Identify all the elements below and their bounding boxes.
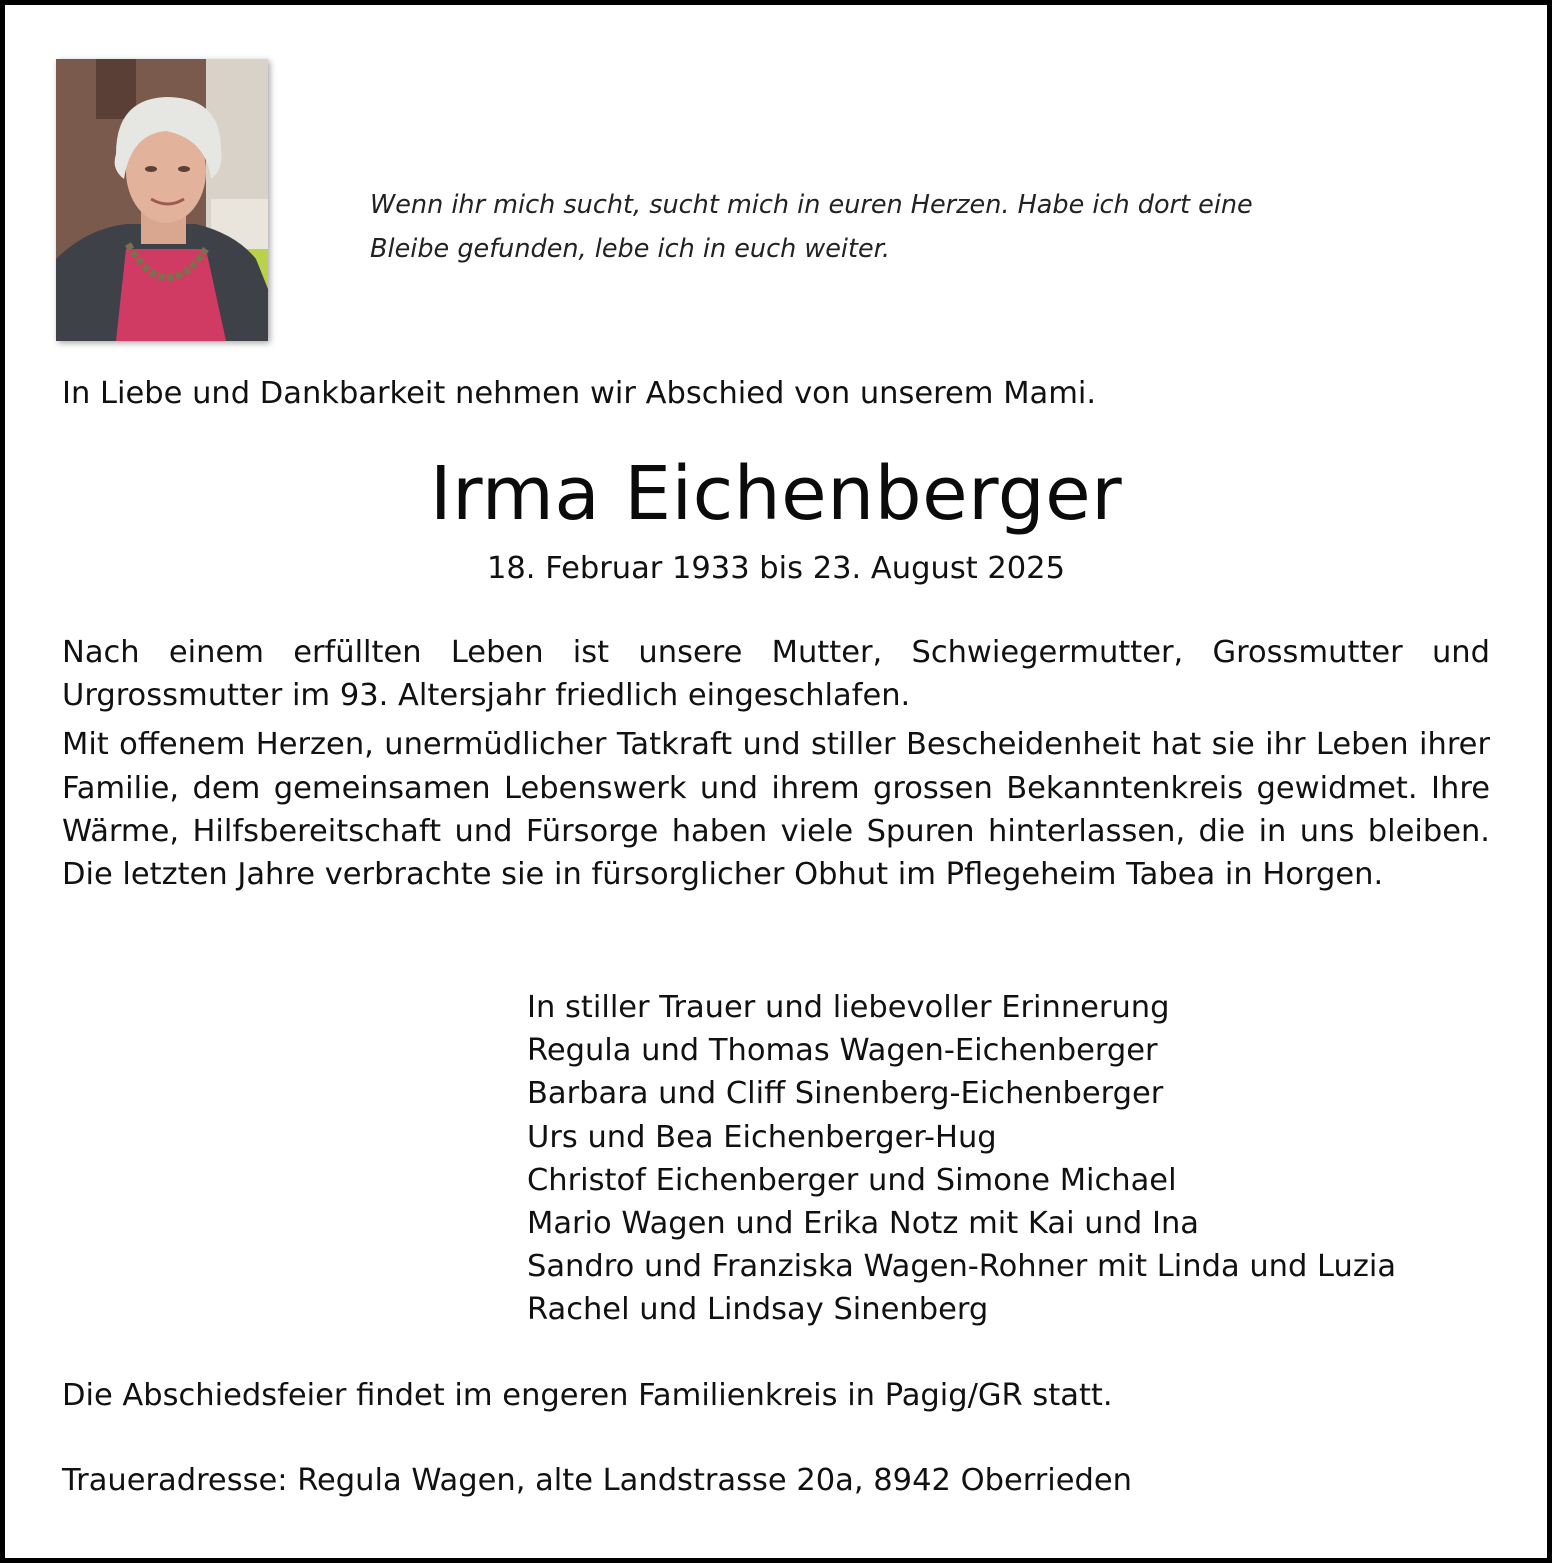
mourner-entry: Rachel und Lindsay Sinenberg: [527, 1292, 989, 1328]
portrait-photo: [56, 59, 268, 341]
mourner-entry: Urs und Bea Eichenberger-Hug: [527, 1119, 997, 1155]
obituary-body: [62, 631, 1490, 902]
mourning-address: Traueradresse: Regula Wagen, alte Landstrasse 20a, 8942 Oberrieden: [62, 1463, 1132, 1498]
mourner-entry: Barbara und Cliff Sinenberg-Eichenberger: [527, 1076, 1164, 1112]
ceremony-notice: Die Abschiedsfeier findet im engeren Familienkreis in Pagig/GR statt.: [62, 1378, 1113, 1413]
quote-line-2: Bleibe gefunden, lebe ich in euch weiter.: [370, 234, 890, 264]
mourners-heading: In stiller Trauer und liebevoller Erinnerung: [527, 990, 1170, 1025]
portrait-image-icon: [56, 59, 268, 341]
mourner-entry: Mario Wagen und Erika Notz mit Kai und Ina: [527, 1206, 1199, 1242]
mourner-entry: Sandro und Franziska Wagen-Rohner mit Linda und Luzia: [527, 1249, 1397, 1285]
life-dates: 18. Februar 1933 bis 23. August 2025: [487, 551, 1065, 586]
mourner-entry: Regula und Thomas Wagen-Eichenberger: [527, 1033, 1158, 1069]
obituary-paragraph: Nach einem erfüllten Leben ist unsere Mutter, Schwiegermutter, Grossmutter und Urgrossmutter im 93. Altersjahr friedlich eingeschlafen.: [62, 635, 1490, 714]
intro-text: In Liebe und Dankbarkeit nehmen wir Abschied von unserem Mami.: [62, 376, 1097, 411]
mourners-list: [527, 986, 1396, 1332]
memorial-quote: [370, 183, 1330, 271]
quote-line-1: Wenn ihr mich sucht, sucht mich in euren Herzen. Habe ich dort eine: [370, 190, 1253, 220]
deceased-name: Irma Eichenberger: [429, 451, 1123, 537]
mourner-entry: Christof Eichenberger und Simone Michael: [527, 1162, 1177, 1198]
obituary-paragraph: Mit offenem Herzen, unermüdlicher Tatkraft und stiller Bescheidenheit hat sie ihr Leben ihrer Familie, dem gemeinsamen Lebenswerk und ihrem grossen Bekanntenkreis gewidmet. Ihre Wärme, Hilfsbereitschaft und Fürsorge haben viele Spuren hinterlassen, die in uns bleiben. Die letzten Jahre verbrachte sie in fürsorglicher Obhut im Pflegeheim Tabea in Horgen.: [62, 727, 1490, 893]
